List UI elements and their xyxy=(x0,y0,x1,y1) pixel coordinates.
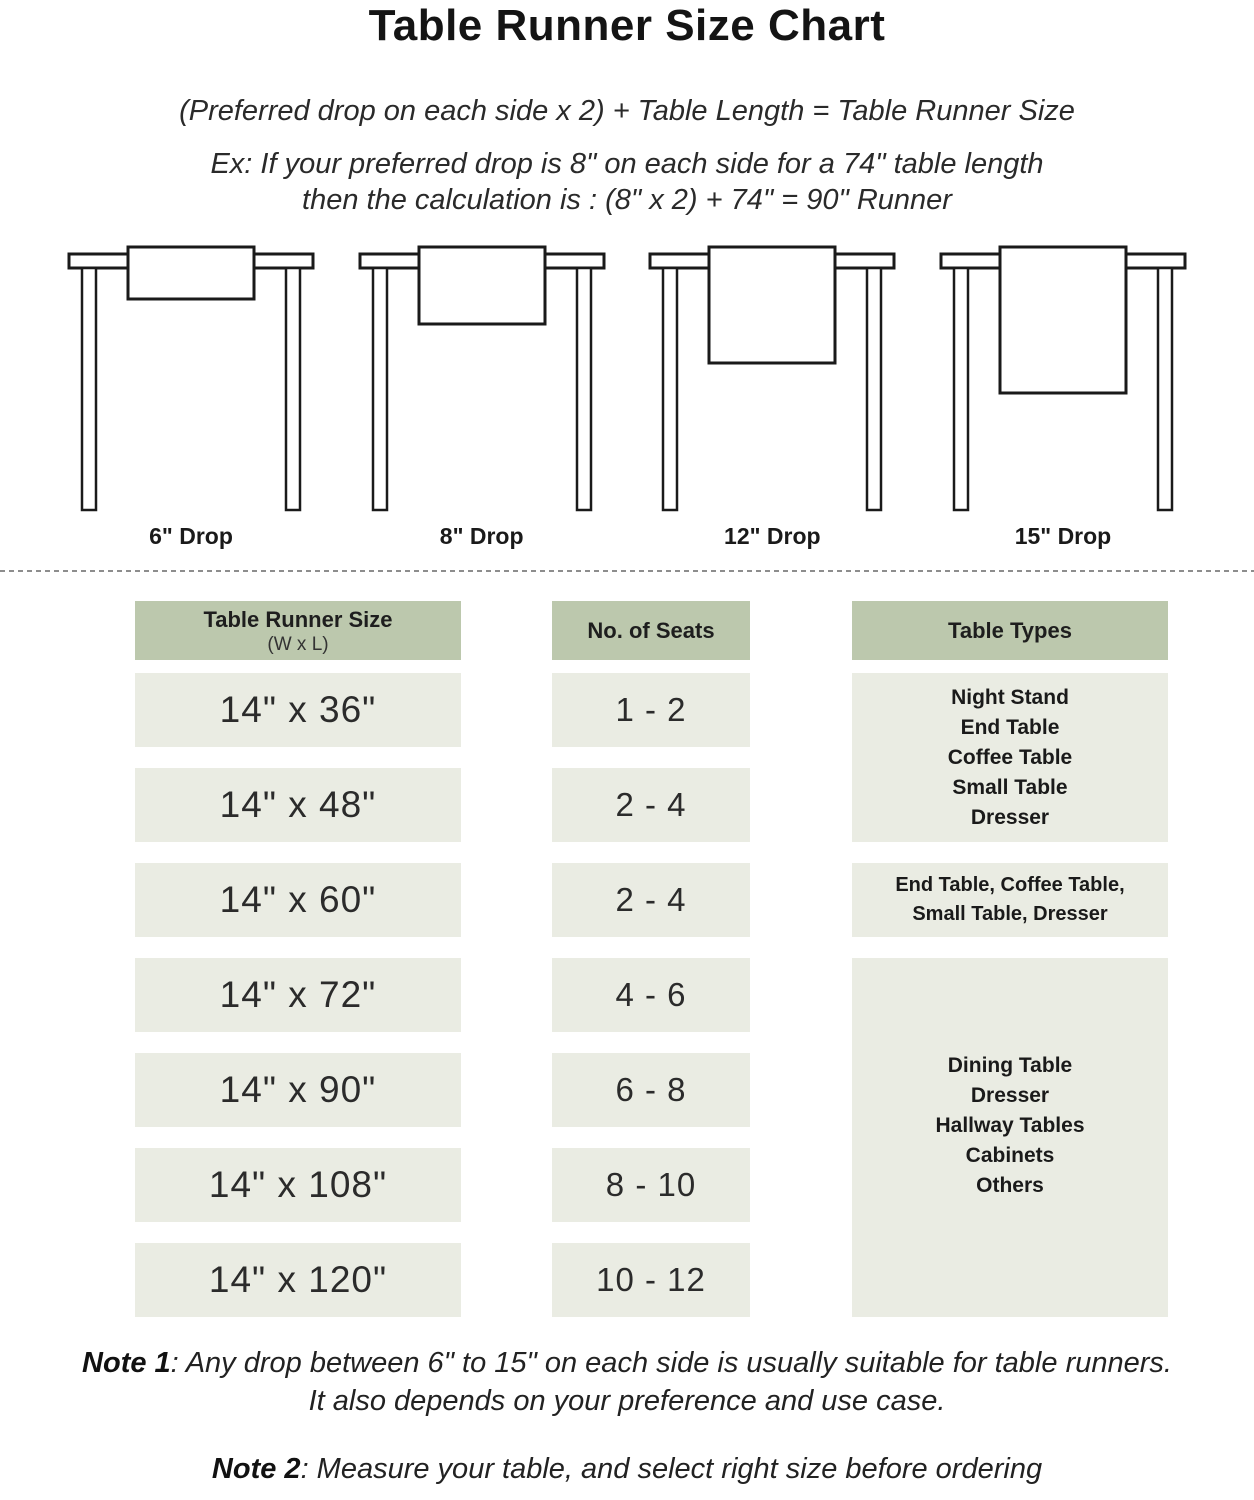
notes-section xyxy=(0,1344,1254,1488)
left-leg-shape xyxy=(82,268,96,510)
runner-shape xyxy=(419,247,545,324)
drop-label: 6" Drop xyxy=(149,523,233,549)
page-title: Table Runner Size Chart xyxy=(368,1,886,50)
size-chart-table xyxy=(0,572,1254,1318)
size-cell-6: 14" x 108" xyxy=(135,1148,461,1222)
drop-label: 8" Drop xyxy=(439,523,524,549)
types-cell-large-tables: Dining Table Dresser Hallway Tables Cabinets Others xyxy=(852,958,1168,1317)
diagram-15-drop xyxy=(938,245,1188,549)
size-cell-3: 14" x 60" xyxy=(135,863,461,937)
size-cell-7: 14" x 120" xyxy=(135,1243,461,1317)
drop-label: 15" Drop xyxy=(1014,523,1112,549)
note-2 xyxy=(0,1450,1254,1488)
size-cell-5: 14" x 90" xyxy=(135,1053,461,1127)
header-runner-size-title: Table Runner Size xyxy=(203,606,393,632)
seats-cell-3: 2 - 4 xyxy=(552,863,750,937)
note-1-text: : Any drop between 6" to 15" on each side is usually suitable for table runners. xyxy=(170,1347,1172,1379)
types-cell-medium-tables: End Table, Coffee Table, Small Table, Dresser xyxy=(852,863,1168,937)
formula-text: (Preferred drop on each side x 2) + Table Length = Table Runner Size xyxy=(179,95,1075,127)
seats-cell-1: 1 - 2 xyxy=(552,673,750,747)
runner-shape xyxy=(1000,247,1126,393)
table-runner-diagram-icon xyxy=(647,245,897,515)
column-table-types xyxy=(852,601,1168,1338)
note-2-text: : Measure your table, and select right size before ordering xyxy=(300,1453,1043,1485)
header-seats xyxy=(552,601,750,660)
left-leg-shape xyxy=(373,268,387,510)
table-runner-diagram-icon xyxy=(66,245,316,515)
column-runner-size xyxy=(135,601,461,1338)
seats-cell-4: 4 - 6 xyxy=(552,958,750,1032)
header-seats-title: No. of Seats xyxy=(587,618,715,643)
example-text xyxy=(0,146,1254,218)
table-runner-diagram-icon xyxy=(938,245,1188,515)
right-leg-shape xyxy=(286,268,300,510)
size-cell-1: 14" x 36" xyxy=(135,673,461,747)
note-2-label: Note 2 xyxy=(211,1453,301,1485)
diagram-12-drop xyxy=(647,245,897,549)
header-table-types-title: Table Types xyxy=(948,618,1072,643)
seats-cell-5: 6 - 8 xyxy=(552,1053,750,1127)
note-1-line-1 xyxy=(0,1344,1254,1382)
runner-shape xyxy=(709,247,835,363)
header-runner-size-subtitle: (W x L) xyxy=(267,633,329,655)
size-cell-4: 14" x 72" xyxy=(135,958,461,1032)
drop-label: 12" Drop xyxy=(724,523,821,549)
drop-diagrams-row xyxy=(0,245,1254,549)
header-runner-size xyxy=(135,601,461,660)
right-leg-shape xyxy=(867,268,881,510)
left-leg-shape xyxy=(954,268,968,510)
runner-shape xyxy=(128,247,254,299)
types-cell-small-tables: Night Stand End Table Coffee Table Small Table Dresser xyxy=(852,673,1168,842)
right-leg-shape xyxy=(577,268,591,510)
diagram-8-drop xyxy=(357,245,607,549)
column-seats xyxy=(552,601,750,1338)
seats-cell-7: 10 - 12 xyxy=(552,1243,750,1317)
size-cell-2: 14" x 48" xyxy=(135,768,461,842)
example-line-1: Ex: If your preferred drop is 8" on each side for a 74" table length xyxy=(210,148,1044,180)
note-1-line-2: It also depends on your preference and use case. xyxy=(308,1385,946,1417)
header-table-types xyxy=(852,601,1168,660)
example-line-2: then the calculation is : (8" x 2) + 74" = 90" Runner xyxy=(302,184,952,216)
note-1-label: Note 1 xyxy=(82,1347,171,1379)
seats-cell-6: 8 - 10 xyxy=(552,1148,750,1222)
table-runner-diagram-icon xyxy=(357,245,607,515)
seats-cell-2: 2 - 4 xyxy=(552,768,750,842)
right-leg-shape xyxy=(1158,268,1172,510)
diagram-6-drop xyxy=(66,245,316,549)
left-leg-shape xyxy=(663,268,677,510)
